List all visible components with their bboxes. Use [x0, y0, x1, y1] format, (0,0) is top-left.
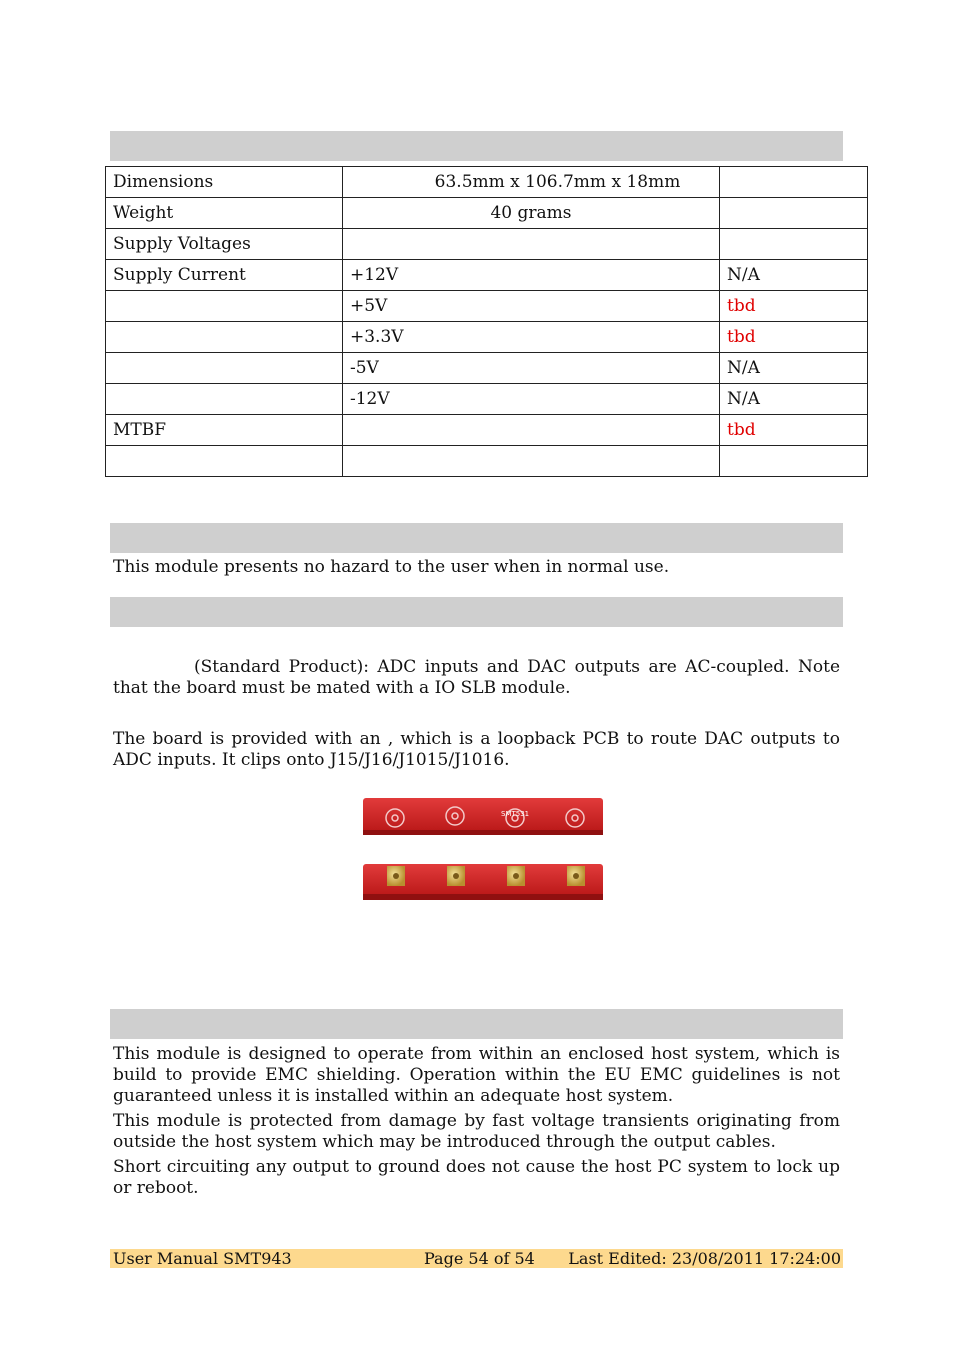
table-cell-note: N/A [720, 353, 868, 384]
pcb-board-bottom [363, 864, 603, 900]
table-row [106, 415, 868, 446]
safety-text: This module presents no hazard to the user when in normal use. [113, 557, 670, 577]
table-row [106, 446, 868, 477]
table-row [106, 229, 868, 260]
table-cell-value [343, 229, 720, 260]
emc-paragraph-shielding: This module is designed to operate from within an enclosed host system, which is build to provide EMC shielding. Operation within the EU EMC guidelines is not guaranteed unless it is installed within an adequate host system. [113, 1044, 840, 1106]
table-cell-label: MTBF [106, 415, 343, 446]
section-band-specifications [110, 131, 843, 161]
table-cell-note: tbd [720, 322, 868, 353]
table-row [106, 167, 868, 198]
specifications-table [105, 166, 868, 477]
pcb-board-top [363, 798, 603, 835]
table-cell-label [106, 353, 343, 384]
table-row [106, 353, 868, 384]
table-cell-note [720, 167, 868, 198]
emc-paragraph-short-circuit: Short circuiting any output to ground does not cause the host PC system to lock up or reboot. [113, 1157, 840, 1198]
table-cell-value: +12V [343, 260, 720, 291]
page-footer [110, 1249, 843, 1268]
emc-paragraph-transients: This module is protected from damage by fast voltage transients originating from outside the host system which may be introduced through the output cables. [113, 1111, 840, 1152]
table-row [106, 322, 868, 353]
table-cell-label [106, 446, 343, 477]
table-cell-value: -12V [343, 384, 720, 415]
table-row [106, 291, 868, 322]
board-marking: SMT531 [501, 810, 530, 818]
table-row [106, 260, 868, 291]
footer-document-title: User Manual SMT943 [113, 1249, 292, 1268]
table-cell-value: +5V [343, 291, 720, 322]
table-cell-label: Supply Current [106, 260, 343, 291]
footer-page-number: Page 54 of 54 [424, 1249, 535, 1268]
options-paragraph-standard: (Standard Product): ADC inputs and DAC outputs are AC-coupled. Note that the board must be mated with a IO SLB module. [113, 657, 840, 698]
table-cell-note: N/A [720, 260, 868, 291]
loopback-board-image [333, 786, 623, 926]
table-cell-value [343, 446, 720, 477]
table-cell-value: -5V [343, 353, 720, 384]
table-cell-value: 40 grams [343, 198, 720, 229]
table-cell-note [720, 229, 868, 260]
section-band-options [110, 597, 843, 627]
table-cell-note: tbd [720, 291, 868, 322]
loopback-board-photo [333, 786, 623, 926]
table-cell-note: tbd [720, 415, 868, 446]
table-cell-value [343, 415, 720, 446]
table-row [106, 198, 868, 229]
table-cell-value: 63.5mm x 106.7mm x 18mm [343, 167, 720, 198]
table-cell-value: +3.3V [343, 322, 720, 353]
table-cell-label: Weight [106, 198, 343, 229]
footer-last-edited: Last Edited: 23/08/2011 17:24:00 [568, 1249, 841, 1268]
section-band-emc [110, 1009, 843, 1039]
table-cell-label [106, 291, 343, 322]
table-cell-label [106, 322, 343, 353]
table-cell-label: Dimensions [106, 167, 343, 198]
table-cell-note [720, 446, 868, 477]
table-row [106, 384, 868, 415]
table-cell-label [106, 384, 343, 415]
table-cell-label: Supply Voltages [106, 229, 343, 260]
table-cell-note [720, 198, 868, 229]
section-band-safety [110, 523, 843, 553]
options-paragraph-loopback: The board is provided with an , which is a loopback PCB to route DAC outputs to ADC inputs. It clips onto J15/J16/J1015/J1016. [113, 729, 840, 770]
table-cell-note: N/A [720, 384, 868, 415]
